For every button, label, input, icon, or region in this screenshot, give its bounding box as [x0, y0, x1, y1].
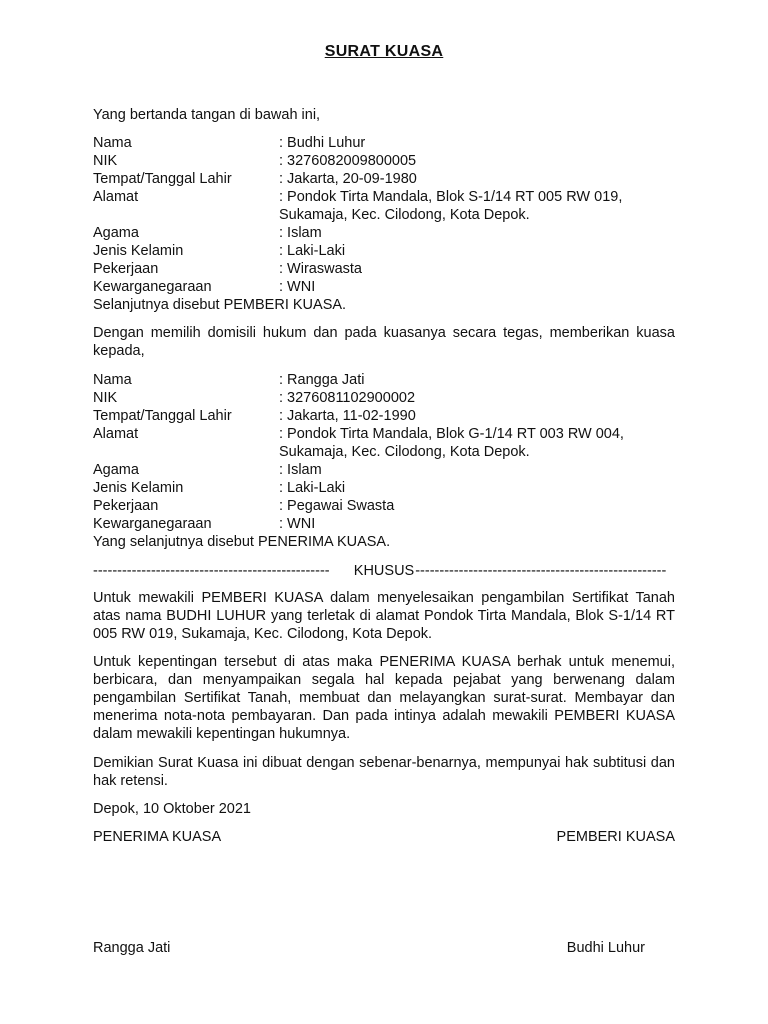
field-value: : Jakarta, 11-02-1990	[279, 408, 416, 424]
grantor-row-occupation	[93, 260, 675, 278]
field-value: : Budhi Luhur	[279, 135, 366, 151]
field-label: Agama	[93, 225, 139, 241]
grantee-row-gender	[93, 479, 675, 497]
field-value: : Islam	[279, 462, 322, 478]
grantee-signature-name: Rangga Jati	[93, 940, 171, 956]
khusus-divider	[93, 562, 675, 580]
field-value: : Laki-Laki	[279, 480, 346, 496]
field-label: Tempat/Tanggal Lahir	[93, 408, 232, 424]
intro-text: Yang bertanda tangan di bawah ini,	[93, 107, 321, 123]
field-value: : 3276081102900002	[279, 390, 416, 406]
grantee-closing: Yang selanjutnya disebut PENERIMA KUASA.	[93, 534, 391, 550]
divider-left-dashes: -------------------------------------------------	[93, 563, 330, 579]
signature-names	[93, 939, 675, 957]
paragraph-closing: Demikian Surat Kuasa ini dibuat dengan sebenar-benarnya, mempunyai hak subtitusi dan hak retensi.	[93, 755, 675, 789]
field-value: : Laki-Laki	[279, 243, 346, 259]
signature-roles	[93, 828, 675, 846]
paragraph-authority: Untuk kepentingan tersebut di atas maka PENERIMA KUASA berhak untuk menemui, berbicara, dan menyampaikan segala hal kepada pejabat yang berwenang dalam pengambilan Sertifikat Tanah, membuat dan melayangkan surat-surat. Membayar dan menerima nota-nota pembayaran. Dan pada intinya adalah mewakili PEMBERI KUASA dalam mewakili kepentingan hukumnya.	[93, 654, 675, 742]
field-label: Kewarganegaraan	[93, 516, 212, 532]
field-label: Pekerjaan	[93, 261, 159, 277]
field-value: : WNI	[279, 279, 316, 295]
grantee-row-religion	[93, 461, 675, 479]
field-value: : 3276082009800005	[279, 153, 417, 169]
grantee-row-address	[93, 425, 675, 461]
field-value: : Wiraswasta	[279, 261, 362, 277]
grantor-identity	[93, 134, 675, 314]
field-value: : Pegawai Swasta	[279, 498, 395, 514]
divider-right-dashes: ----------------------------------------------------	[415, 563, 667, 579]
grantee-row-birth	[93, 407, 675, 425]
grantor-row-nik	[93, 152, 675, 170]
field-label: Pekerjaan	[93, 498, 159, 514]
grantor-row-religion	[93, 224, 675, 242]
field-value: : Rangga Jati	[279, 372, 365, 388]
grantor-row-nationality	[93, 278, 675, 296]
field-value: : Pondok Tirta Mandala, Blok S-1/14 RT 005 RW 019, Sukamaja, Kec. Cilodong, Kota Depok.	[279, 189, 623, 223]
grantee-role-label: PENERIMA KUASA	[93, 829, 222, 845]
field-label: Jenis Kelamin	[93, 480, 184, 496]
grantee-row-nationality	[93, 515, 675, 533]
field-label: Nama	[93, 135, 132, 151]
field-label: Jenis Kelamin	[93, 243, 184, 259]
field-value: : Jakarta, 20-09-1980	[279, 171, 417, 187]
field-label: Kewarganegaraan	[93, 279, 212, 295]
grantor-role-label: PEMBERI KUASA	[556, 829, 675, 845]
document-title: SURAT KUASA	[324, 43, 444, 60]
field-label: Tempat/Tanggal Lahir	[93, 171, 232, 187]
field-value: : WNI	[279, 516, 316, 532]
grantee-row-occupation	[93, 497, 675, 515]
field-label: Agama	[93, 462, 139, 478]
field-value: : Pondok Tirta Mandala, Blok G-1/14 RT 003 RW 004, Sukamaja, Kec. Cilodong, Kota Depok.	[279, 426, 624, 460]
grantor-row-birth	[93, 170, 675, 188]
field-label: NIK	[93, 390, 118, 406]
grantor-closing: Selanjutnya disebut PEMBERI KUASA.	[93, 297, 347, 313]
grantee-identity	[93, 371, 675, 551]
grantor-signature-name: Budhi Luhur	[566, 940, 645, 956]
field-label: Alamat	[93, 189, 139, 205]
place-date: Depok, 10 Oktober 2021	[93, 801, 251, 817]
grantee-row-name	[93, 371, 675, 389]
field-label: Nama	[93, 372, 132, 388]
field-label: NIK	[93, 153, 118, 169]
field-label: Alamat	[93, 426, 139, 442]
grantor-row-gender	[93, 242, 675, 260]
grantor-row-name	[93, 134, 675, 152]
field-value: : Islam	[279, 225, 322, 241]
transition-text: Dengan memilih domisili hukum dan pada kuasanya secara tegas, memberikan kuasa kepada,	[93, 325, 675, 359]
grantor-row-address	[93, 188, 675, 224]
divider-label: KHUSUS	[353, 563, 415, 579]
paragraph-purpose: Untuk mewakili PEMBERI KUASA dalam menyelesaikan pengambilan Sertifikat Tanah atas nama BUDHI LUHUR yang terletak di alamat Pondok Tirta Mandala, Blok S-1/14 RT 005 RW 019, Sukamaja, Kec. Cilodong, Kota Depok.	[93, 590, 675, 642]
grantee-row-nik	[93, 389, 675, 407]
